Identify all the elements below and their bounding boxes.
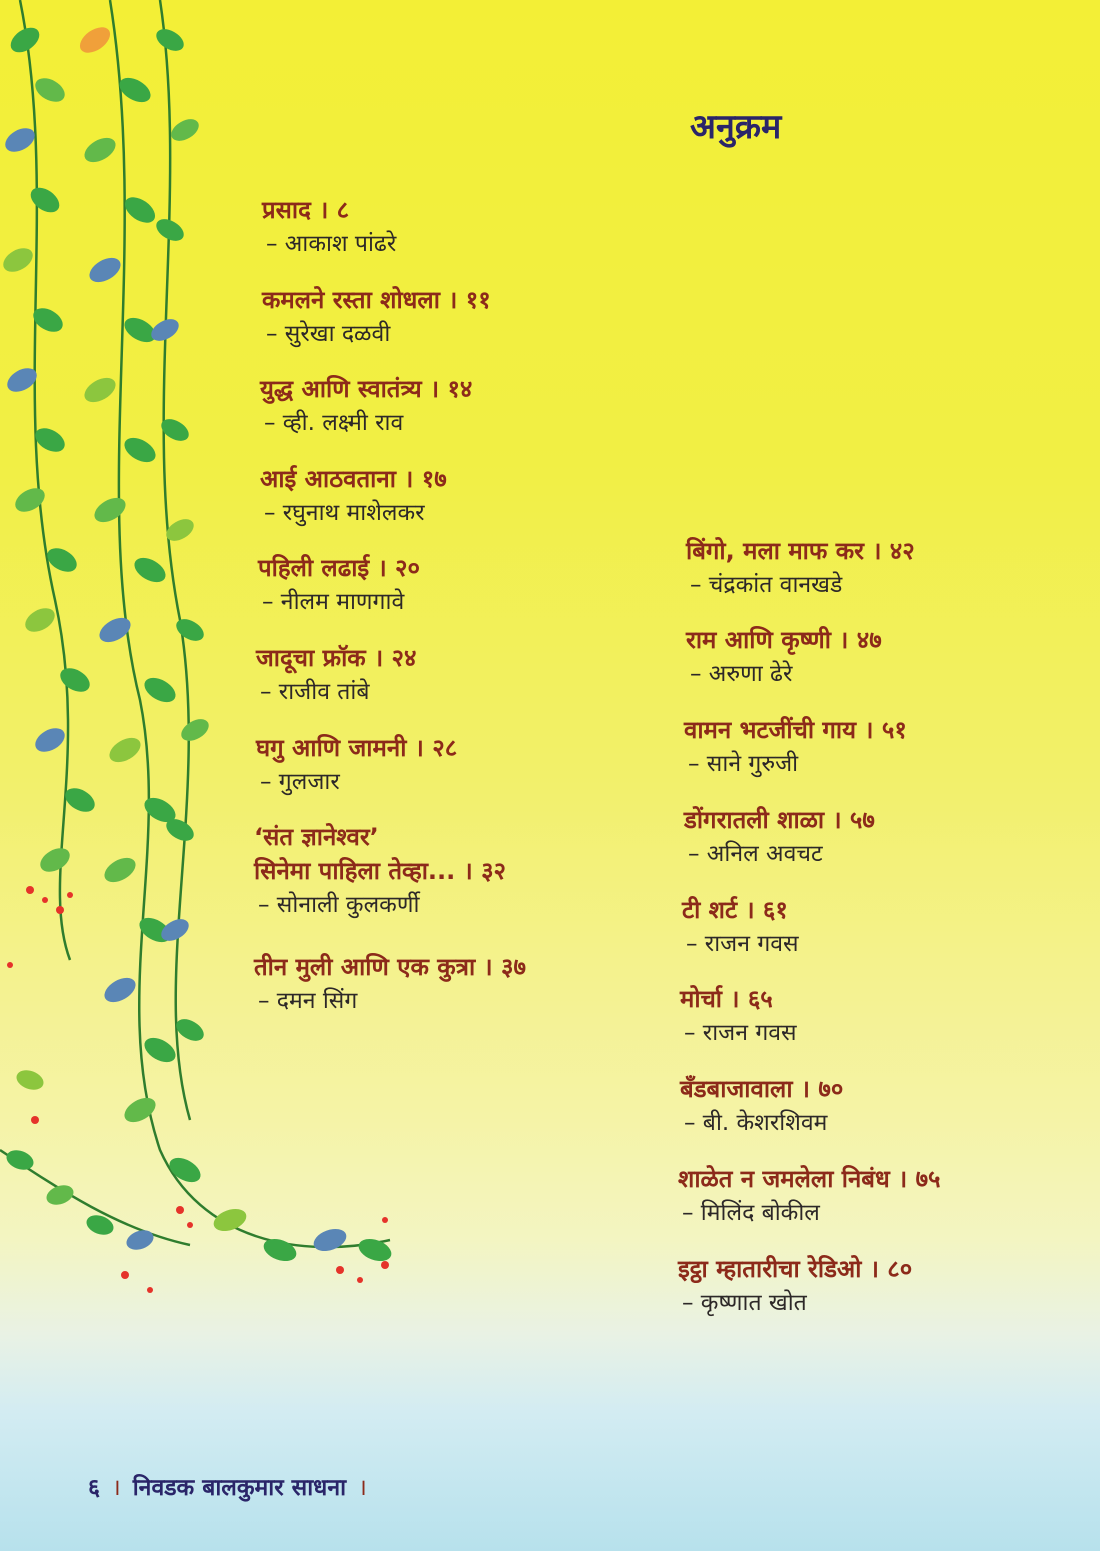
entry-author: – गुलजार (260, 769, 340, 795)
entry-title[interactable]: इट्ठा म्हातारीचा रेडिओ । ८० (678, 1255, 913, 1283)
entry-title[interactable]: घगु आणि जामनी । २८ (256, 734, 458, 762)
entry-author: – राजीव तांबे (260, 679, 370, 705)
entry-author: – राजन गवस (684, 1020, 797, 1046)
toc-entry[interactable] (678, 1162, 941, 1230)
entry-title[interactable]: बिंगो, मला माफ कर । ४२ (686, 537, 915, 565)
entry-author: – व्ही. लक्ष्मी राव (264, 410, 404, 436)
entry-title[interactable]: मोर्चा । ६५ (680, 985, 773, 1013)
entry-author: – आकाश पांढरे (266, 231, 397, 257)
toc-entry[interactable] (256, 641, 417, 709)
entry-title[interactable]: राम आणि कृष्णी । ४७ (686, 626, 882, 654)
entry-title[interactable]: शाळेत न जमलेला निबंध । ७५ (678, 1165, 941, 1193)
entry-author: – साने गुरुजी (688, 751, 799, 777)
entry-title[interactable]: डोंगरातली शाळा । ५७ (684, 806, 875, 834)
toc-entry[interactable] (254, 950, 526, 1018)
entry-author: – राजन गवस (686, 931, 799, 957)
entry-title[interactable]: युद्ध आणि स्वातंत्र्य । १४ (260, 375, 473, 403)
entry-author: – बी. केशरशिवम (684, 1110, 828, 1136)
entry-title[interactable]: कमलने रस्ता शोधला । ११ (262, 286, 491, 314)
toc-entry[interactable] (684, 713, 907, 781)
toc-entry[interactable] (682, 893, 799, 961)
toc-entry[interactable] (258, 551, 420, 619)
entry-author: – नीलम माणगावे (262, 589, 405, 615)
entry-author: – अनिल अवचट (688, 841, 823, 867)
entry-author: – सोनाली कुलकर्णी (258, 892, 420, 918)
entry-title[interactable]: सिनेमा पाहिला तेव्हा... । ३२ (254, 857, 507, 885)
entry-author: – चंद्रकांत वानखडे (690, 572, 843, 598)
entry-author: – कृष्णात खोत (682, 1290, 807, 1316)
toc-entry[interactable] (262, 193, 396, 261)
entry-title-line1[interactable]: ‘संत ज्ञानेश्वर’ (254, 823, 379, 851)
toc-heading: अनुक्रम (690, 107, 782, 147)
entry-author: – अरुणा ढेरे (690, 661, 793, 687)
entry-title[interactable]: टी शर्ट । ६१ (682, 896, 788, 924)
footer-separator-end: । (358, 1475, 367, 1501)
toc-entry[interactable] (686, 623, 882, 691)
book-title: निवडक बालकुमार साधना (132, 1475, 347, 1501)
toc-entry[interactable] (684, 803, 875, 871)
entry-title[interactable]: तीन मुली आणि एक कुत्रा । ३७ (254, 953, 526, 981)
toc-entry[interactable] (678, 1252, 912, 1320)
toc-entry[interactable] (256, 731, 457, 799)
footer-separator: । (111, 1475, 121, 1501)
toc-entry[interactable] (260, 462, 447, 530)
page-number: ६ (88, 1475, 100, 1501)
entry-title[interactable]: पहिली लढाई । २० (258, 554, 420, 582)
entry-author: – मिलिंद बोकील (682, 1200, 820, 1226)
toc-entry[interactable] (254, 820, 506, 922)
toc-entry[interactable] (680, 1072, 843, 1140)
entry-author: – रघुनाथ माशेलकर (264, 500, 425, 526)
entry-title[interactable]: वामन भटजींची गाय । ५१ (684, 716, 907, 744)
entry-title[interactable]: बँडबाजावाला । ७० (680, 1075, 844, 1103)
toc-entry[interactable] (262, 283, 491, 351)
entry-author: – दमन सिंग (258, 988, 358, 1014)
entry-author: – सुरेखा दळवी (266, 321, 391, 347)
entry-title[interactable]: आई आठवताना । १७ (260, 465, 447, 493)
entry-title[interactable]: जादूचा फ्रॉक । २४ (256, 644, 417, 672)
toc-entry[interactable] (686, 534, 915, 602)
entry-title[interactable]: प्रसाद । ८ (262, 196, 350, 224)
toc-entry[interactable] (680, 982, 797, 1050)
toc-entry[interactable] (260, 372, 472, 440)
page-footer (88, 1470, 371, 1502)
